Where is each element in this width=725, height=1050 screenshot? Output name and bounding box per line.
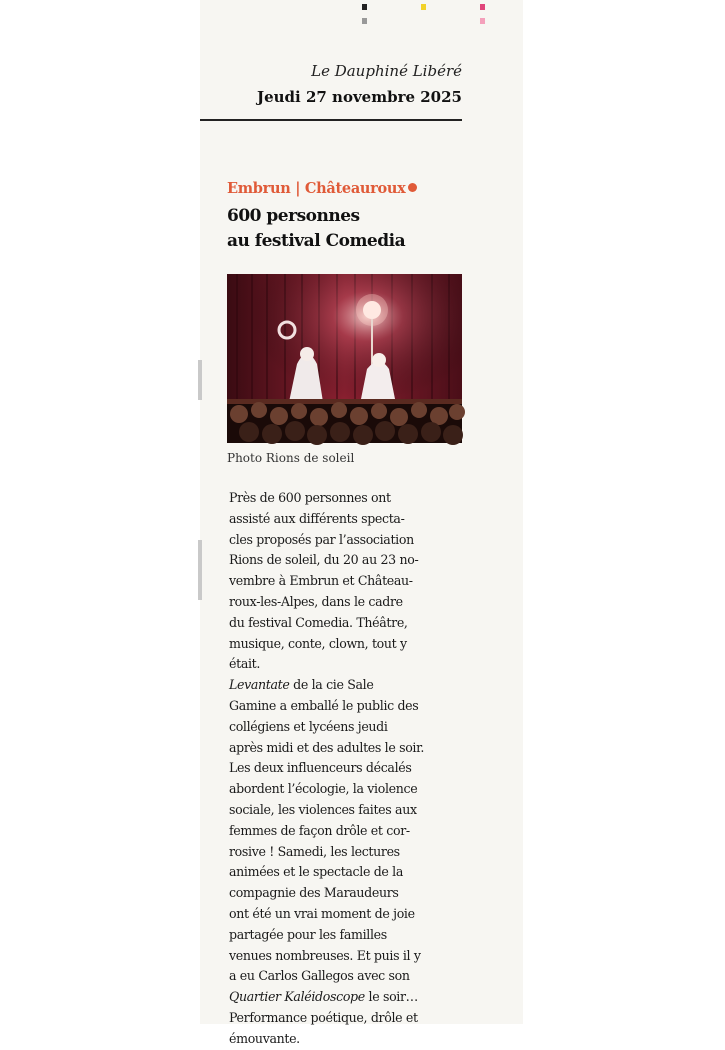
body-line-text: Rions de soleil, du 20 au 23 no- [229,552,419,568]
article-body [229,488,465,1050]
body-line-text: roux-les-Alpes, dans le cadre [229,593,403,609]
italic-title: Quartier Kaléidoscope [229,989,365,1005]
body-line-text: Les deux influenceurs décalés [229,760,412,776]
body-line-text: compagnie des Maraudeurs [229,885,399,901]
body-line [229,758,465,779]
body-line-text: femmes de façon drôle et cor- [229,822,410,838]
body-line-text: cles proposés par l’association [229,531,414,547]
body-line [229,904,465,925]
body-line-text: ont été un vrai moment de joie [229,905,415,921]
body-line [229,800,465,821]
body-line-text: vembre à Embrun et Château- [229,573,413,589]
newspaper-name: Le Dauphiné Libéré [311,62,462,80]
kicker-text: Embrun | Châteauroux [227,180,406,197]
body-line-text: sociale, les violences faites aux [229,801,417,817]
body-line [229,738,465,759]
body-line-text: animées et le spectacle de la [229,864,404,880]
body-line [229,842,465,863]
publication-date: Jeudi 27 novembre 2025 [257,88,462,106]
body-line [229,946,465,967]
registration-mark-black [362,4,367,10]
body-line-text: du festival Comedia. Théâtre, [229,614,408,630]
body-line-text: venues nombreuses. Et puis il y [229,947,421,963]
body-line [229,925,465,946]
body-line [229,1008,465,1029]
body-line [229,634,465,655]
body-line [229,509,465,530]
body-line [229,862,465,883]
column-edge-shadow [198,540,202,600]
body-line [229,883,465,904]
stage-performance-image [227,274,462,443]
body-line [229,592,465,613]
body-line [229,821,465,842]
column-edge-shadow [198,360,202,400]
kicker-dot-icon [408,183,417,192]
body-line [229,675,465,696]
italic-title: Levantate [229,677,290,693]
body-line-text: abordent l’écologie, la violence [229,781,418,797]
body-line-text: Performance poétique, drôle et [229,1009,418,1025]
body-line-text: a eu Carlos Gallegos avec son [229,968,410,984]
body-line-text: collégiens et lycéens jeudi [229,718,388,734]
photo-caption: Photo Rions de soleil [227,451,355,465]
body-line [229,654,465,675]
headline-line: 600 personnes [227,206,360,226]
registration-mark-grey [362,18,367,24]
body-line [229,1029,465,1050]
body-line [229,613,465,634]
body-line [229,966,465,987]
print-registration-marks [362,4,492,28]
body-line [229,779,465,800]
body-line [229,488,465,509]
body-line [229,696,465,717]
body-line-text: Près de 600 personnes ont [229,490,391,505]
headline-line: au festival Comedia [227,231,406,251]
article-photo [227,274,462,443]
body-line-text: émouvante. [229,1030,300,1046]
body-line-text: assisté aux différents specta- [229,510,405,526]
body-line [229,717,465,738]
body-line [229,571,465,592]
body-line [229,987,465,1008]
registration-mark-magenta [480,4,485,10]
masthead-rule [200,119,462,121]
article-kicker [227,180,417,197]
body-line-text: rosive ! Samedi, les lectures [229,843,400,859]
body-line-text: de la cie Sale [289,677,374,693]
body-line-text: musique, conte, clown, tout y [229,635,407,651]
body-line [229,550,465,571]
body-line-text: était. [229,656,261,672]
article-headline [227,204,467,254]
body-line-text: le soir… [364,989,418,1005]
body-line-text: Gamine a emballé le public des [229,697,419,713]
registration-mark-pink [480,18,485,24]
registration-mark-yellow [421,4,426,10]
body-line [229,530,465,551]
body-line-text: après midi et des adultes le soir. [229,739,425,755]
body-line-text: partagée pour les familles [229,926,387,942]
